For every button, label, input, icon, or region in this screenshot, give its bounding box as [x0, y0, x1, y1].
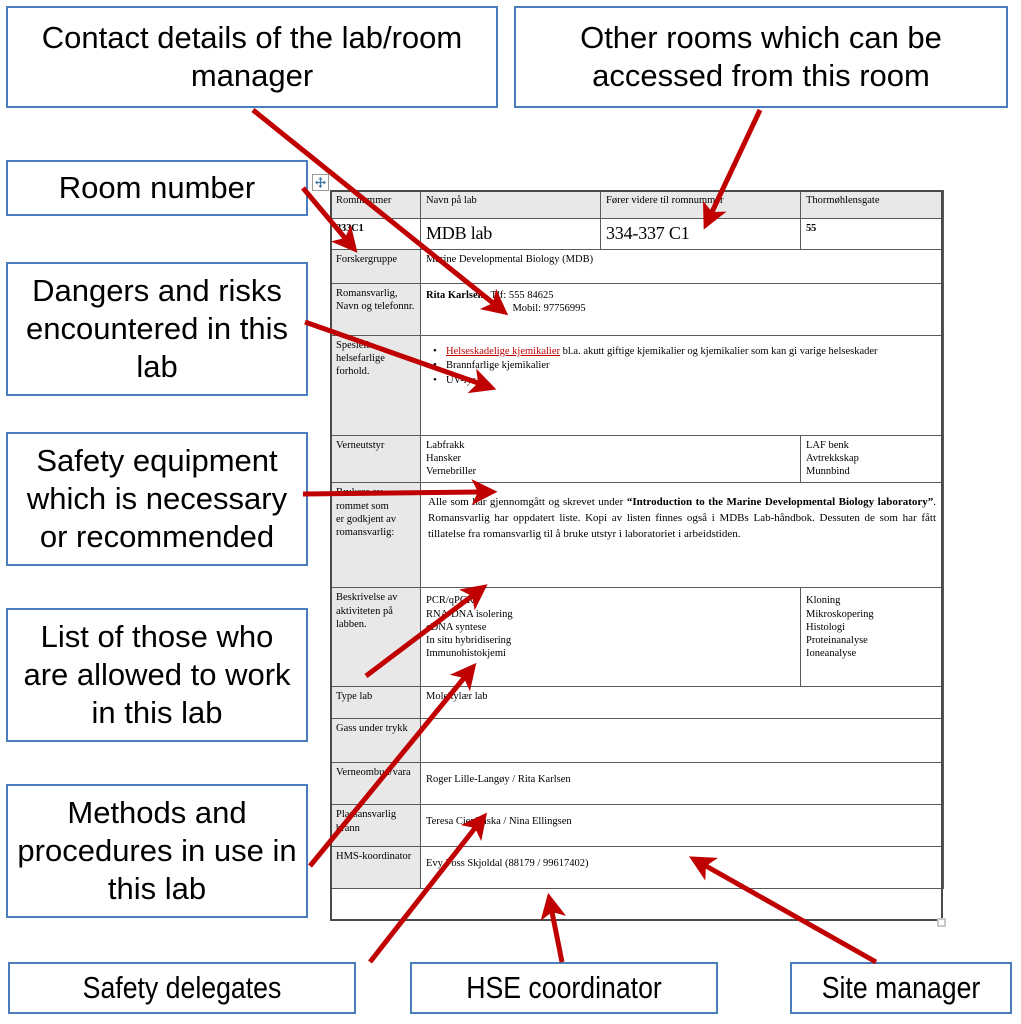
label-romansvarlig: [331, 283, 421, 335]
label-hms: HMS-koordinator: [331, 847, 421, 889]
brukere-text-bold: “Introduction to the Marine Developmental Biology laboratory”: [626, 496, 934, 509]
value-cell-romnummer: 333C1: [331, 219, 421, 250]
beskrivelse-right-4: Ioneanalyse: [806, 648, 857, 660]
beskrivelse-left-3: In situ hybridisering: [426, 634, 512, 646]
table-row-romansvarlig: [331, 283, 944, 335]
value-cell-forer-videre: 334-337 C1: [601, 219, 801, 250]
header-cell-gate: Thormøhlensgate: [801, 191, 944, 219]
label-type-lab: Type lab: [331, 687, 421, 719]
label-romansvarlig-line1: Romansvarlig,: [336, 287, 398, 299]
table-row-verneombud: [331, 763, 944, 805]
label-brukere: [331, 483, 421, 588]
header-cell-romnummer: Romnummer: [331, 191, 421, 219]
table-row-forskergruppe: [331, 249, 944, 283]
label-plassansvarlig: Plassansvarlig brann: [331, 805, 421, 847]
list-item: [446, 345, 938, 359]
beskrivelse-left-1: RNA/DNA isolering: [426, 608, 513, 620]
verneutstyr-right-0: LAF benk: [806, 439, 849, 451]
header-cell-forer-videre: Fører videre til romnummer: [601, 191, 801, 219]
callout-methods-procedures: [6, 784, 308, 918]
callout-safety-equipment-label: Safety equipment which is necessary or recommended: [26, 443, 288, 554]
value-romansvarlig: [421, 283, 944, 335]
arrow-hse-coordinator: [552, 912, 562, 962]
beskrivelse-left-0: PCR/qPCR: [426, 595, 474, 607]
header-cell-navn-pa-lab: Navn på lab: [421, 191, 601, 219]
beskrivelse-right-3: Proteinanalyse: [806, 634, 868, 646]
verneutstyr-left-1: Hansker: [426, 452, 461, 464]
value-beskrivelse-left: [421, 588, 801, 687]
label-helsefarlige-line1: Spesielle helsefarlige: [336, 339, 385, 364]
callout-site-manager-label: Site manager: [821, 970, 981, 1006]
hazard-list: [426, 345, 938, 388]
callout-safety-delegates: [8, 962, 356, 1014]
callout-safety-delegates-label: Safety delegates: [82, 970, 282, 1006]
romansvarlig-tlf: Tlf: 555 84625: [490, 289, 554, 301]
label-beskrivelse: [331, 588, 421, 687]
value-brukere: [421, 483, 944, 588]
callout-allowed-list: [6, 608, 308, 742]
callout-safety-equipment: [6, 432, 308, 566]
table-row-values: [331, 219, 944, 250]
value-forskergruppe: Marine Developmental Biology (MDB): [421, 249, 944, 283]
value-gass: [421, 719, 944, 763]
callout-methods-procedures-label: Methods and procedures in use in this lab: [17, 795, 297, 906]
callout-hse-coordinator-label: HSE coordinator: [466, 970, 662, 1006]
label-brukere-line3: romansvarlig:: [336, 526, 395, 538]
verneutstyr-right-2: Munnbind: [806, 466, 850, 478]
callout-dangers-risks: [6, 262, 308, 396]
label-verneutstyr: Verneutstyr: [331, 435, 421, 483]
value-cell-navn-pa-lab: MDB lab: [421, 219, 601, 250]
callout-dangers-risks-label: Dangers and risks encountered in this lab: [26, 273, 288, 384]
label-brukere-line1: Brukere av rommet som: [336, 487, 389, 512]
label-helsefarlige-line2: forhold.: [336, 366, 370, 378]
table-resize-handle-icon[interactable]: [937, 918, 946, 927]
value-verneombud: Roger Lille-Langøy / Rita Karlsen: [421, 763, 944, 805]
value-verneutstyr-left: [421, 435, 801, 483]
label-beskrivelse-line2: aktiviteten på labben.: [336, 605, 393, 630]
beskrivelse-left-2: cDNA syntese: [426, 621, 487, 633]
verneutstyr-left-2: Vernebriller: [426, 466, 477, 478]
callout-other-rooms: [514, 6, 1008, 108]
callout-hse-coordinator: [410, 962, 718, 1014]
table-row-helsefarlige: [331, 335, 944, 435]
label-helsefarlige: [331, 335, 421, 435]
callout-room-number-label: Room number: [58, 170, 256, 206]
label-forskergruppe: Forskergruppe: [331, 249, 421, 283]
table-row-type-lab: [331, 687, 944, 719]
lab-table: [330, 190, 944, 889]
value-type-lab: Molekylær lab: [421, 687, 944, 719]
table-row-gass: [331, 719, 944, 763]
callout-other-rooms-label: Other rooms which can be accessed from this room: [580, 20, 942, 93]
callout-room-number: [6, 160, 308, 216]
value-helsefarlige: [421, 335, 944, 435]
value-verneutstyr-right: [801, 435, 944, 483]
callout-allowed-list-label: List of those who are allowed to work in this lab: [23, 619, 291, 730]
brukere-text-part2: . Romansvarlig har oppdatert liste. Kopi av listen finnes også i MDBs Lab-håndbok. Dessuten de som har fått tillatelse fra romansvarlig til å bruke utstyr i laboratoriet i arbeidstiden.: [428, 496, 936, 541]
lab-room-info-table: [330, 190, 943, 889]
list-item: • Brannfarlige kjemikalier: [446, 359, 938, 373]
hazard-0-rest: bl.a. akutt giftige kjemikalier og kjemikalier som kan gi varige helseskader: [560, 345, 878, 357]
label-verneombud: Verneombud/vara: [331, 763, 421, 805]
table-row-header: [331, 191, 944, 219]
value-beskrivelse-right: [801, 588, 944, 687]
hazard-chemicals-link[interactable]: Helseskadelige kjemikalier: [446, 345, 560, 357]
table-row-plassansvarlig: [331, 805, 944, 847]
verneutstyr-left-0: Labfrakk: [426, 439, 465, 451]
brukere-text-part1: Alle som har gjennomgått og skrevet under: [428, 496, 627, 509]
label-beskrivelse-line1: Beskrivelse av: [336, 592, 398, 604]
callout-contact-details-label: Contact details of the lab/room manager: [41, 20, 463, 93]
romansvarlig-mobil: Mobil: 97756995: [512, 302, 586, 314]
callout-contact-details: [6, 6, 498, 108]
move-arrows-icon: [315, 177, 326, 188]
label-romansvarlig-line2: Navn og telefonnr.: [336, 300, 415, 312]
label-gass: Gass under trykk: [331, 719, 421, 763]
verneutstyr-right-1: Avtrekkskap: [806, 452, 859, 464]
value-cell-gate: 55: [801, 219, 944, 250]
beskrivelse-right-0: Kloning: [806, 595, 841, 607]
table-row-verneutstyr: [331, 435, 944, 483]
value-hms: Evy Foss Skjoldal (88179 / 99617402): [421, 847, 944, 889]
romansvarlig-name: Rita Karlsen: [426, 289, 484, 301]
table-row-beskrivelse: [331, 588, 944, 687]
value-plassansvarlig: Teresa Cieplinska / Nina Ellingsen: [421, 805, 944, 847]
beskrivelse-left-4: Immunohistokjemi: [426, 648, 506, 660]
label-brukere-line2: er godkjent av: [336, 513, 397, 525]
callout-site-manager: [790, 962, 1012, 1014]
table-move-handle-icon[interactable]: [312, 174, 329, 191]
list-item: • UV-lys: [446, 374, 938, 388]
beskrivelse-right-2: Histologi: [806, 621, 846, 633]
beskrivelse-right-1: Mikroskopering: [806, 608, 874, 620]
table-row-hms: [331, 847, 944, 889]
table-row-brukere: [331, 483, 944, 588]
